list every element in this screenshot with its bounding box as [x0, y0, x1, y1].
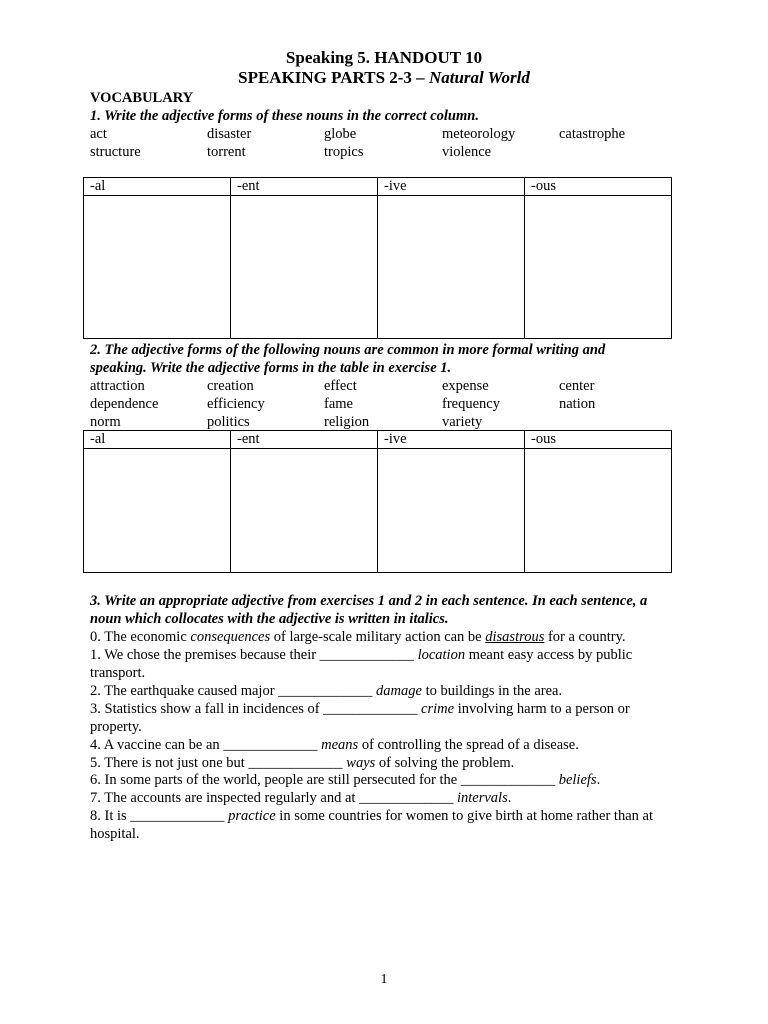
sentence-3-cont: property. [90, 719, 142, 735]
sentence-5[interactable] [90, 754, 514, 772]
word: globe [324, 126, 357, 142]
collocate-noun: ways [346, 755, 376, 771]
exercise2-word-list [90, 377, 680, 431]
exercise3-instruction-line1: 3. Write an appropriate adjective from exercises 1 and 2 in each sentence. In each sentence, a [90, 593, 648, 609]
sentence-6[interactable] [90, 771, 600, 789]
collocate-noun: consequences [190, 629, 271, 645]
sentence-1-cont: transport. [90, 665, 146, 681]
word: creation [207, 378, 254, 394]
column-header-ous: -ous [525, 431, 672, 449]
collocate-noun: practice [228, 808, 276, 824]
sentence-8-cont: hospital. [90, 826, 140, 842]
collocate-noun: location [417, 647, 466, 663]
collocate-noun: intervals [456, 790, 508, 806]
column-header-ous: -ous [525, 178, 672, 196]
word: catastrophe [559, 126, 626, 142]
word: tropics [324, 144, 364, 160]
collocate-noun: means [321, 737, 359, 753]
word: act [90, 126, 107, 142]
word: attraction [90, 378, 145, 394]
sentence-2[interactable] [90, 682, 562, 700]
sentence-text: 1. We chose the premises because their _____________ [90, 647, 418, 663]
word: violence [442, 144, 492, 160]
sentence-text: 7. The accounts are inspected regularly and at _____________ [90, 790, 457, 806]
word: variety [442, 414, 483, 430]
word: disaster [207, 126, 252, 142]
answer-cell-ent[interactable] [231, 449, 378, 573]
word: nation [559, 396, 596, 412]
exercise3-instruction-line2: noun which collocates with the adjective is written in italics. [90, 611, 449, 627]
word: politics [207, 414, 250, 430]
sentence-1[interactable] [90, 646, 632, 664]
column-header-ive: -ive [378, 431, 525, 449]
collocate-noun: crime [421, 701, 455, 717]
page-title: Speaking 5. HANDOUT 10 [285, 48, 483, 67]
sentence-4[interactable] [90, 736, 579, 754]
sentence-3[interactable] [90, 700, 630, 718]
word [559, 413, 680, 431]
word: religion [324, 414, 370, 430]
sentence-text: 3. Statistics show a fall in incidences of _____________ [90, 701, 422, 717]
answer-cell-ous[interactable] [525, 196, 672, 339]
answer-cell-al[interactable] [84, 449, 231, 573]
example-answer: disastrous [485, 629, 545, 645]
sentence-text: . [596, 772, 601, 788]
sentence-text: of large-scale military action can be [270, 629, 486, 645]
answer-cell-ive[interactable] [378, 196, 525, 339]
word: norm [90, 414, 121, 430]
sentence-text: 4. A vaccine can be an _____________ [90, 737, 322, 753]
word: structure [90, 144, 141, 160]
word: frequency [442, 396, 500, 412]
sentence-text: 2. The earthquake caused major _____________ [90, 683, 377, 699]
subtitle-topic: Natural World [428, 68, 530, 87]
sentence-text: of controlling the spread of a disease. [358, 737, 579, 753]
exercise2-instruction-line1: 2. The adjective forms of the following nouns are common in more formal writing and [90, 342, 606, 358]
sentence-text: 8. It is _____________ [90, 808, 229, 824]
word: expense [442, 378, 489, 394]
page-subtitle [0, 68, 768, 88]
answer-cell-ous[interactable] [525, 449, 672, 573]
page-number: 1 [380, 972, 388, 987]
sentence-text: 6. In some parts of the world, people are still persecuted for the _____________ [90, 772, 559, 788]
answer-cell-ive[interactable] [378, 449, 525, 573]
sentence-text: for a country. [544, 629, 626, 645]
word: torrent [207, 144, 246, 160]
sentence-text: in some countries for women to give birth at home rather than at [275, 808, 653, 824]
sentence-text: meant easy access by public [465, 647, 633, 663]
exercise1-table [83, 177, 672, 339]
word [559, 143, 680, 161]
sentence-text: . [507, 790, 512, 806]
sentence-text: involving harm to a person or [454, 701, 630, 717]
answer-cell-al[interactable] [84, 196, 231, 339]
subtitle-main: SPEAKING PARTS 2-3 – [238, 68, 429, 87]
sentence-8[interactable] [90, 807, 653, 825]
collocate-noun: beliefs [558, 772, 597, 788]
column-header-ive: -ive [378, 178, 525, 196]
exercise2-table [83, 430, 672, 573]
column-header-al: -al [84, 431, 231, 449]
sentence-text: of solving the problem. [375, 755, 515, 771]
word: meteorology [442, 126, 516, 142]
answer-cell-ent[interactable] [231, 196, 378, 339]
exercise2-instruction-line2: speaking. Write the adjective forms in the table in exercise 1. [90, 360, 452, 376]
vocabulary-heading: VOCABULARY [90, 90, 194, 106]
word: efficiency [207, 396, 265, 412]
sentence-text: to buildings in the area. [421, 683, 563, 699]
column-header-al: -al [84, 178, 231, 196]
exercise1-instruction: 1. Write the adjective forms of these nouns in the correct column. [90, 108, 479, 124]
sentence-0 [90, 628, 626, 646]
exercise1-word-list [90, 125, 680, 161]
word: fame [324, 396, 353, 412]
sentence-7[interactable] [90, 789, 511, 807]
word: center [559, 378, 595, 394]
column-header-ent: -ent [231, 431, 378, 449]
word: dependence [90, 396, 159, 412]
word: effect [324, 378, 357, 394]
sentence-text: 0. The economic [90, 629, 191, 645]
column-header-ent: -ent [231, 178, 378, 196]
sentence-text: 5. There is not just one but _____________ [90, 755, 347, 771]
collocate-noun: damage [376, 683, 422, 699]
